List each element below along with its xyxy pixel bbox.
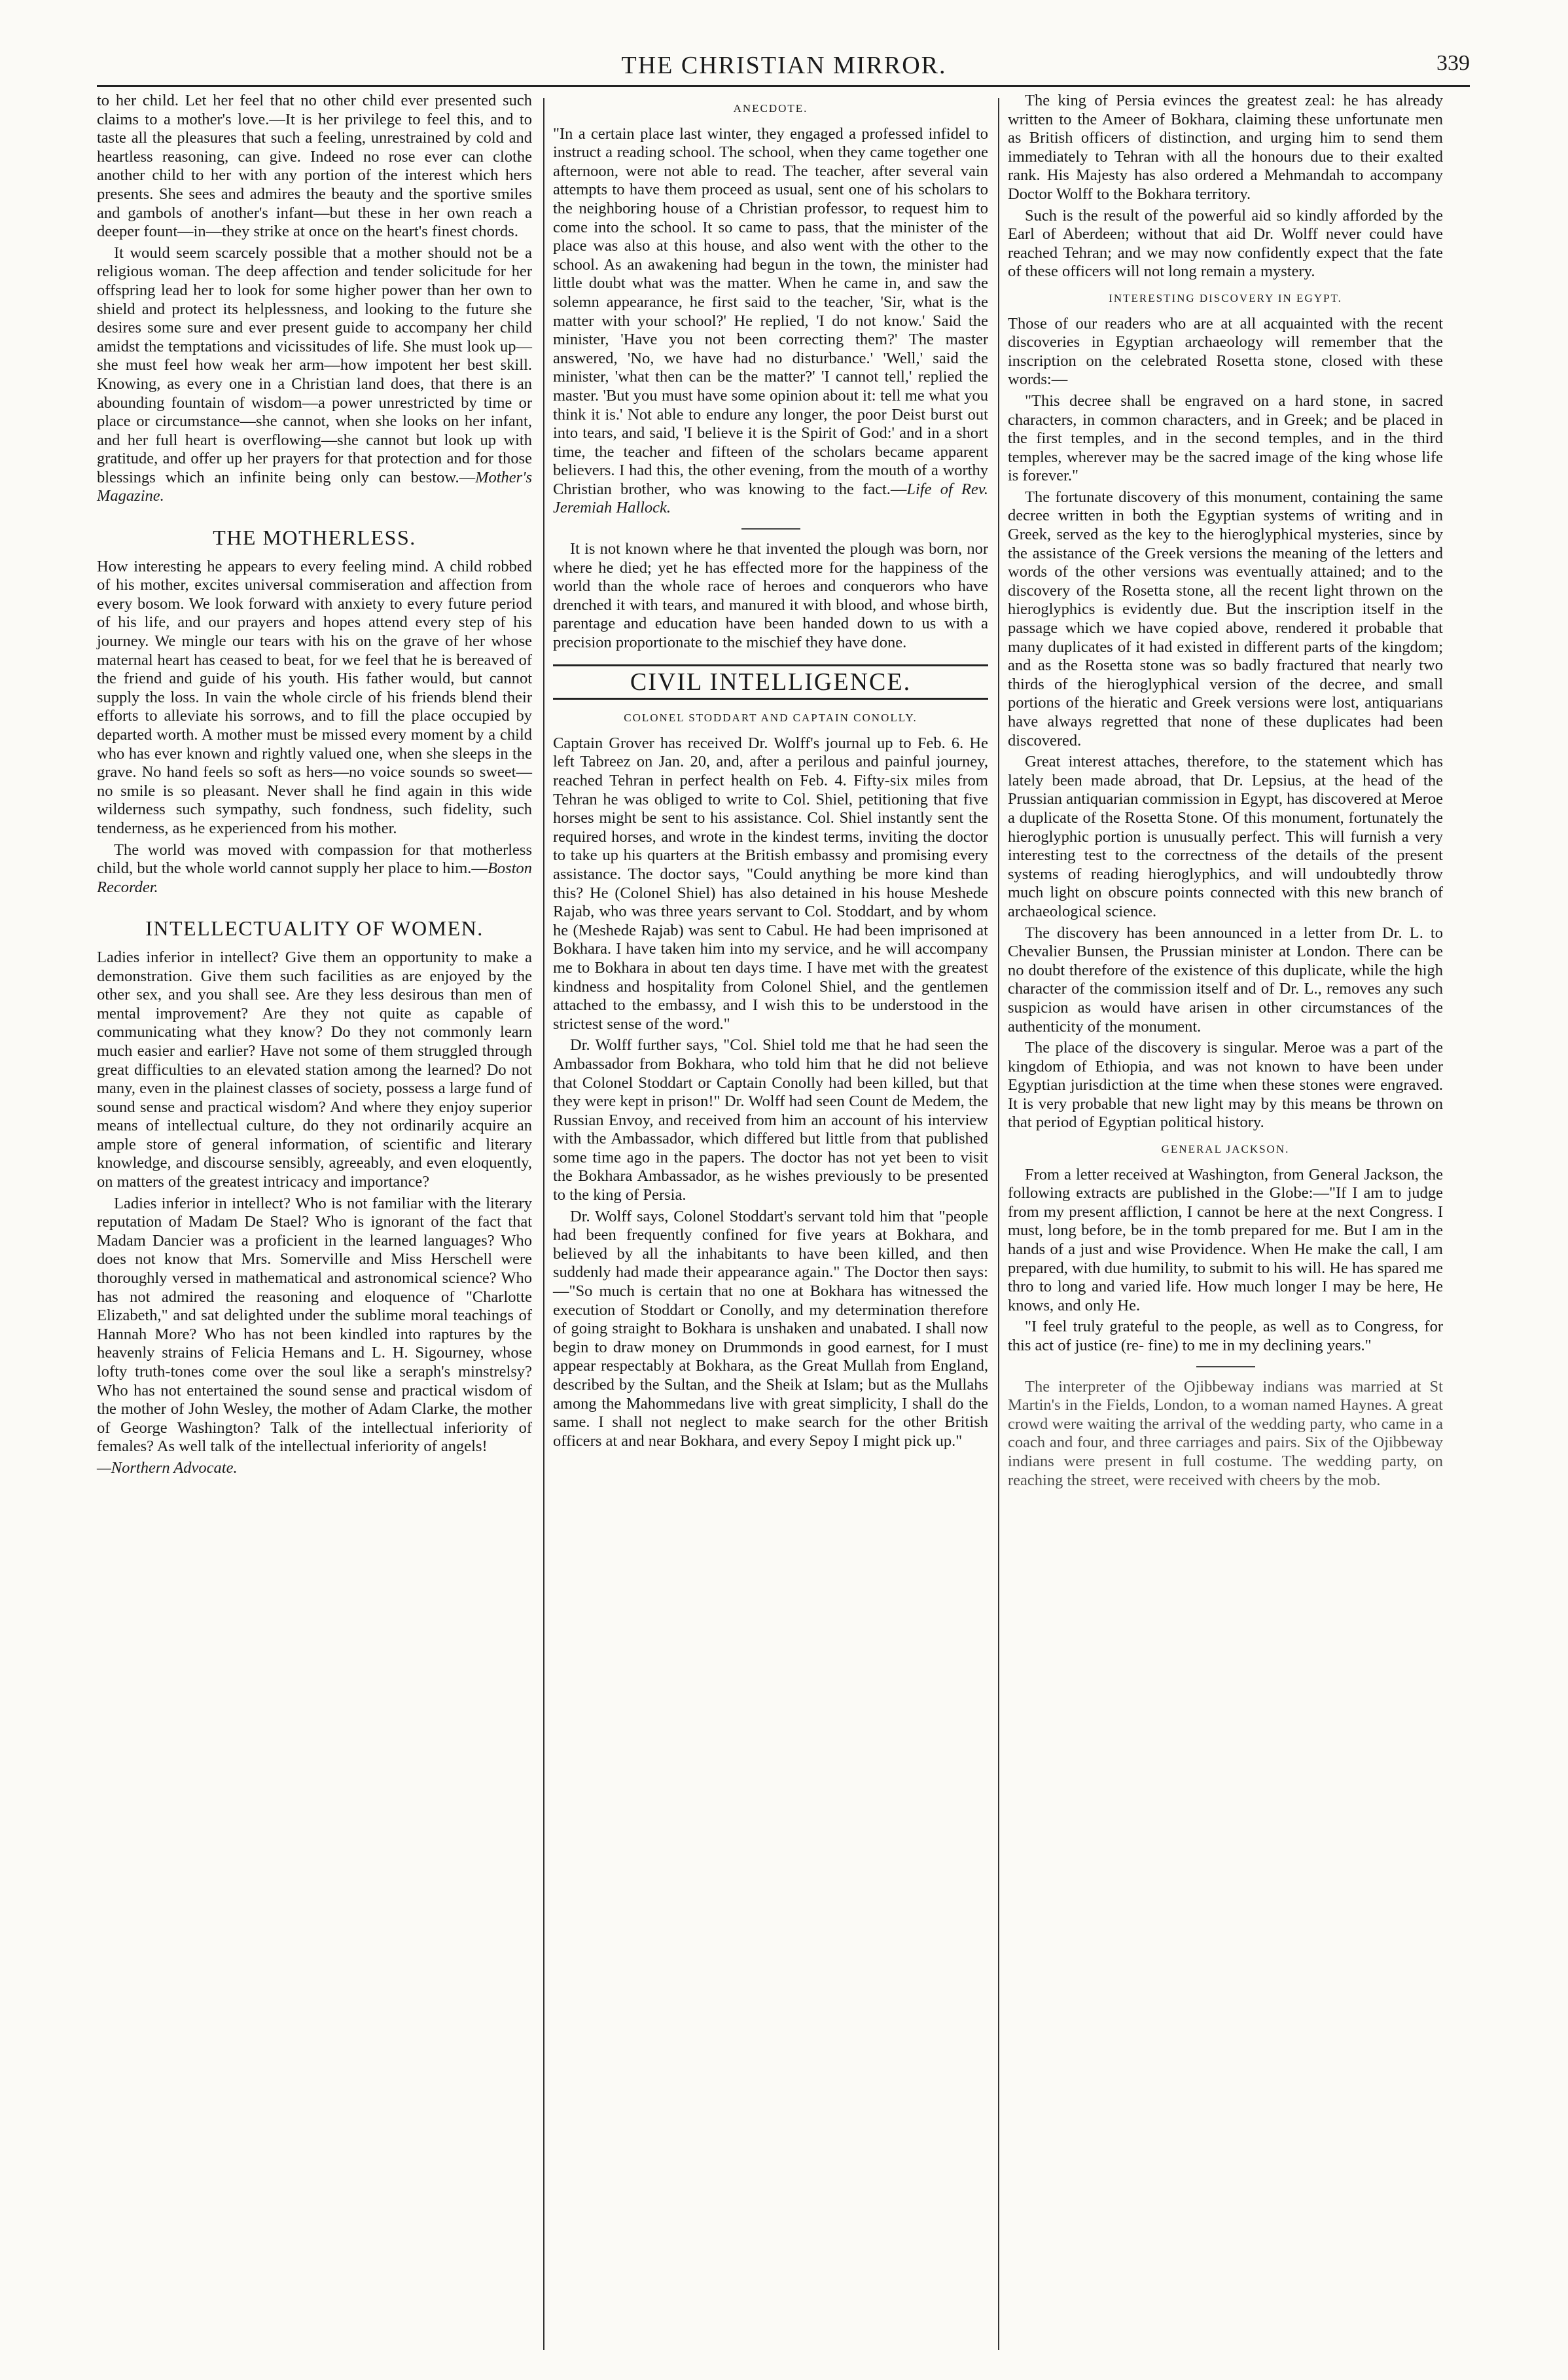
article-paragraph: Those of our readers who are at all acquainted with the recent discoveries in Egyptian archaeology will remember that the inscription on the celebrated Rosetta stone, closed with these words:—: [1008, 314, 1443, 389]
column-3: [1008, 92, 1443, 1492]
article-paragraph: "This decree shall be engraved on a hard stone, in sacred characters, in common characters, and in Greek; and be placed in the first temples, and in the second temples, and in the third temples, wherever may be the sacred image of the king whose life is forever.": [1008, 391, 1443, 485]
article-paragraph: Dr. Wolff says, Colonel Stoddart's servant told him that "people had been frequently confined for five years at Bokhara, and believed by all the inhabitants to have been killed, and then suddenly had made their appearance again." The Doctor then says:—"So much is certain that no one at Bokhara has witnessed the execution of Stoddart or Conolly, and my determination therefore of going straight to Bokhara is unshaken and unabated. I shall now begin to draw money on Drummonds in good earnest, for I must appear respectably at Bokhara, as the Great Mullah from England, described by the Sultan, and the Sheik at Islam; but as the Mullahs among the Mahommedans live with great simplicity, I shall do the same. I shall not neglect to make search for the other British officers at and near Bokhara, and every Sepoy I might pick up.": [553, 1207, 988, 1450]
article-signature: Mother's Magazine.: [97, 468, 532, 505]
article-paragraph: How interesting he appears to every feeling mind. A child robbed of his mother, excites universal commiseration and affection from every bosom. We look forward with anxiety to every future period of his life, and our prayers and hopes attend every step of his journey. We mingle our tears with his on the grave of her whose maternal heart has ceased to beat, for we feel that he is bereaved of the friend and guide of his youth. His father would, but cannot supply the loss. In vain the whole circle of his friends blend their efforts to alleviate his sorrows, and to fill the place occupied by departed worth. A mother must be missed every moment by a child who has ever known and rightly valued one, when she sleeps in the grave. No hand feels so soft as hers—no voice sounds so sweet—no smile is so pleasant. Never shall he find again in this wide wilderness such sympathy, such fondness, such fidelity, such tenderness, as he experienced from his mother.: [97, 557, 532, 837]
article-paragraph: The fortunate discovery of this monument, containing the same decree written in both the Egyptian systems of writing and in Greek, served as the key to the hieroglyphical mysteries, since by the assistance of the Greek versions the meaning of the letters and words of the other versions was eventually attained; and to the discovery of the Rosetta stone, all the recent light thrown on the hieroglyphics is evidently due. But the inscription itself in the passage which we have copied above, rendered it probable that many duplicates of it had existed in different parts of the kingdom; and as the Rosetta stone was so badly fractured that nearly two thirds of the hieroglyphical version of the decree, and small portions of the hieratic and Greek versions were lost, antiquarians have always regretted that none of these duplicates had been discovered.: [1008, 488, 1443, 749]
article-paragraph: The interpreter of the Ojibbeway indians was married at St Martin's in the Fields, London, to a woman named Haynes. A great crowd were waiting the arrival of the wedding party, who came in a coach and four, and three carriages and pairs. Six of the Ojibbeway indians were present in full costume. The wedding party, on reaching the street, were received with cheers by the mob.: [1008, 1377, 1443, 1489]
article-paragraph: The discovery has been announced in a letter from Dr. L. to Chevalier Bunsen, the Prussian minister at London. There can be no doubt therefore of the existence of this duplicate, while the high character of the commission itself and of Dr. L., removes any such suspicion as would have arisen in other circumstances of the authenticity of the monument.: [1008, 924, 1443, 1036]
article-heading: ANECDOTE.: [733, 102, 808, 115]
article-paragraph: The king of Persia evinces the greatest zeal: he has already written to the Ameer of Bokhara, claiming these unfortunate men as British officers of distinction, and urging him to send them immediately to Tehran with all the honours due to their exalted rank. His Majesty has also ordered a Mehmandah to accompany Doctor Wolff to the Bokhara territory.: [1008, 92, 1443, 203]
article-paragraph: Captain Grover has received Dr. Wolff's journal up to Feb. 6. He left Tabreez on Jan. 20, and, after a perilous and painful journey, reached Tehran in perfect health on Feb. 4. Fifty-six miles from Tehran he was obliged to write to Col. Shiel, petitioning that five horses might be sent to his assistance. Col. Shiel instantly sent the required horses, and wrote in the kindest terms, inviting the doctor to take up his quarters at the British embassy and promising every assistance. The doctor says, "Could anything be more kind than this? He (Colonel Shiel) has also detained in his house Meshede Rajab, who was three years servant to Col. Stoddart, and by whom he (Meshede Rajab) was sent to Cabul. He had been imprisoned at Bokhara. I have taken him into my service, and he will accompany me to Bokhara in about ten days time. I have met with the greatest kindness and hospitality from Colonel Shiel, and the gentlemen attached to the embassy, and I wish this to be understood in the strictest sense of the word.": [553, 734, 988, 1033]
article-heading: COLONEL STODDART AND CAPTAIN CONOLLY.: [624, 712, 918, 725]
article-paragraph: The place of the discovery is singular. Meroe was a part of the kingdom of Ethiopia, and was not known to have been under Egyptian jurisdiction at the time when these stones were engraved. It is very probable that new light may by this means be thrown on that period of Egyptian political history.: [1008, 1039, 1443, 1132]
article-paragraph: "I feel truly grateful to the people, as well as to Congress, for this act of justice (re- fine) to me in my declining years.": [1008, 1318, 1443, 1354]
article-signature: —Northern Advocate.: [97, 1458, 238, 1477]
page-number: 339: [1436, 51, 1470, 75]
article-paragraph: Great interest attaches, therefore, to the statement which has lately been made abroad, that Dr. Lepsius, at the head of the Prussian antiquarian commission in Egypt, has discovered at Meroe a duplicate of the Rosetta Stone. Of this monument, fortunately the hieroglyphic portion is unusually perfect. This will furnish a very interesting test to the correctness of the details of the present systems of reading hieroglyphics, and will undoubtedly throw much light on obscure points connected with this new branch of archaeological science.: [1008, 753, 1443, 920]
article-paragraph: Such is the result of the powerful aid so kindly afforded by the Earl of Aberdeen; without that aid Dr. Wolff never could have reached Tehran; and we may now confidently expect that the fate of these officers will not long remain a mystery.: [1008, 206, 1443, 281]
column-rule: [998, 98, 999, 2350]
section-heading: CIVIL INTELLIGENCE.: [553, 664, 988, 700]
article-paragraph: to her child. Let her feel that no other child ever presented such claims to a mother's love.—It is her privilege to feel this, and to taste all the pleasures that such a feeling, unrestrained by cold and heartless reasoning, can give. Indeed no rose ever can clothe another child to her with any portion of the interest which hers presents. She sees and admires the beauty and the sportive smiles and gambols of another's infant—but these in her own reach a deeper fount—in—they strike at once on the heart's finest chords.: [97, 92, 532, 241]
article-heading: INTERESTING DISCOVERY IN EGYPT.: [1109, 291, 1342, 304]
column-1: [97, 92, 532, 1481]
column-rule: [543, 98, 544, 2350]
article-signature: Life of Rev. Jeremiah Hallock.: [553, 480, 988, 517]
article-paragraph: "In a certain place last winter, they engaged a professed infidel to instruct a reading school. The school, when they came together one afternoon, were not able to read. The teacher, after several vain attempts to have them proceed as usual, sent one of his scholars to the neighboring house of a Christian professor, to request him to come into the school. It so came to pass, that the minister of the place was also at this house, and also went with the other to the school. As an awakening had begun in the town, the minister had little doubt what was the matter. When he came in, and saw the solemn appearance, he first said to the teacher, 'Sir, what is the matter with your school?' He replied, 'I do not know.' Said the minister, 'Have you not been correcting them?' The master answered, 'No, we have had no disturbance.' 'Well,' said the minister, 'what then can be the matter?' 'I cannot tell,' replied the master. 'But you must have some opinion about it: tell me what you think it is.' Not able to endure any longer, the poor Deist burst out into tears, and said, 'I believe it is the Spirit of God:' and in a short time, the teacher and fifteen of the scholars became apparent believers. I had this, the other evening, from the mouth of a worthy Christian brother, who was knowing to the fact.—Life of Rev. Jeremiah Hallock.: [553, 124, 988, 517]
divider: [741, 528, 800, 530]
column-2: [553, 92, 988, 1453]
article-paragraph: It is not known where he that invented the plough was born, nor where he died; yet he has effected more for the happiness of the world than the whole race of heroes and conquerors who have drenched it with tears, and manured it with blood, and whose birth, parentage and education have been handed down to us with a precision proportionate to the mischief they have done.: [553, 540, 988, 652]
article-heading: INTELLECTUALITY OF WOMEN.: [145, 916, 484, 941]
masthead: [98, 39, 1470, 85]
article-heading: GENERAL JACKSON.: [1161, 1143, 1290, 1156]
article-paragraph: From a letter received at Washington, from General Jackson, the following extracts are published in the Globe:—"If I am to judge from my present affliction, I cannot be here at the next Congress. I must, long before, be in the tomb prepared for me. But I am in the hands of a just and wise Providence. When He make the call, I am prepared, with due humility, to submit to his will. He has spared me thro to long and varied life. How much longer I may be here, He knows, and only He.: [1008, 1165, 1443, 1314]
article-paragraph: The world was moved with compassion for that motherless child, but the whole world cannot supply her place to him.—Boston Recorder.: [97, 840, 532, 896]
divider: [1196, 1366, 1255, 1367]
newspaper-title: THE CHRISTIAN MIRROR.: [621, 52, 947, 79]
article-paragraph: Dr. Wolff further says, "Col. Shiel told me that he had seen the Ambassador from Bokhara, who told him that he did not believe that Colonel Stoddart or Captain Conolly had been killed, but that they were kept in prison!" Dr. Wolff had seen Count de Medem, the Russian Envoy, and received from him an account of his interview with the Ambassador, which differed but little from that published some time ago in the papers. The doctor has not yet been to visit the Bokhara Ambassador, as he wishes previously to be presented to the king of Persia.: [553, 1036, 988, 1204]
header-rule: [97, 85, 1470, 87]
article-paragraph: Ladies inferior in intellect? Give them an opportunity to make a demonstration. Give them such facilities as are enjoyed by the other sex, and you shall see. Are they less desirous than men of mental improvement? Are they not quite as capable of communicating what they know? Do they not commonly learn much easier and earlier? Have not some of them struggled through great difficulties to an elevated station among the learned? Do not many, even in the plainest classes of society, possess a large fund of sound sense and practical wisdom? And where they enjoy superior means of intellectual culture, do they not ordinarily acquire an ample store of general information, of scientific and literary knowledge, and discourse sensibly, agreeably, and even eloquently, on matters of the greatest intricacy and importance?: [97, 948, 532, 1191]
article-signature: Boston Recorder.: [97, 859, 532, 896]
article-paragraph: It would seem scarcely possible that a mother should not be a religious woman. The deep affection and tender solicitude for her offspring lead her to look for some higher power than her own to shield and protect its helplessness, and looking to the future she desires some sure and ever present guide to accompany her child amidst the temptations and vicissitudes of life. She must look up—she must feel how weak her arm—how impotent her best skill. Knowing, as every one in a Christian land does, that there is an abounding fountain of wisdom—a power unrestricted by time or place or circumstance—she cannot, when she looks on her infant, and her full heart is overflowing—she cannot but look up with gratitude, and offer up her prayers for that protection and for those blessings which an infinite being only can bestow.—Mother's Magazine.: [97, 243, 532, 505]
article-paragraph: Ladies inferior in intellect? Who is not familiar with the literary reputation of Madam De Stael? Who is ignorant of the fact that Madam Dancier was a proficient in the learned languages? Who does not know that Mrs. Somerville and Miss Herschell were thoroughly versed in mathematical and astronomical science? Who has not admired the reasoning and eloquence of "Charlotte Elizabeth," and sat delighted under the sublime moral teachings of Hannah More? Who has not been kindled into raptures by the heavenly strains of Felicia Hemans and L. H. Sigourney, whose lofty truth-tones come over the soul like a seraph's minstrelsy? Who has not entertained the sound sense and practical wisdom of the mother of John Wesley, the mother of Adam Clarke, the mother of George Washington? Talk of the intellectual inferiority of females? As well talk of the intellectual inferiority of angels!: [97, 1194, 532, 1456]
article-heading: THE MOTHERLESS.: [213, 526, 416, 550]
